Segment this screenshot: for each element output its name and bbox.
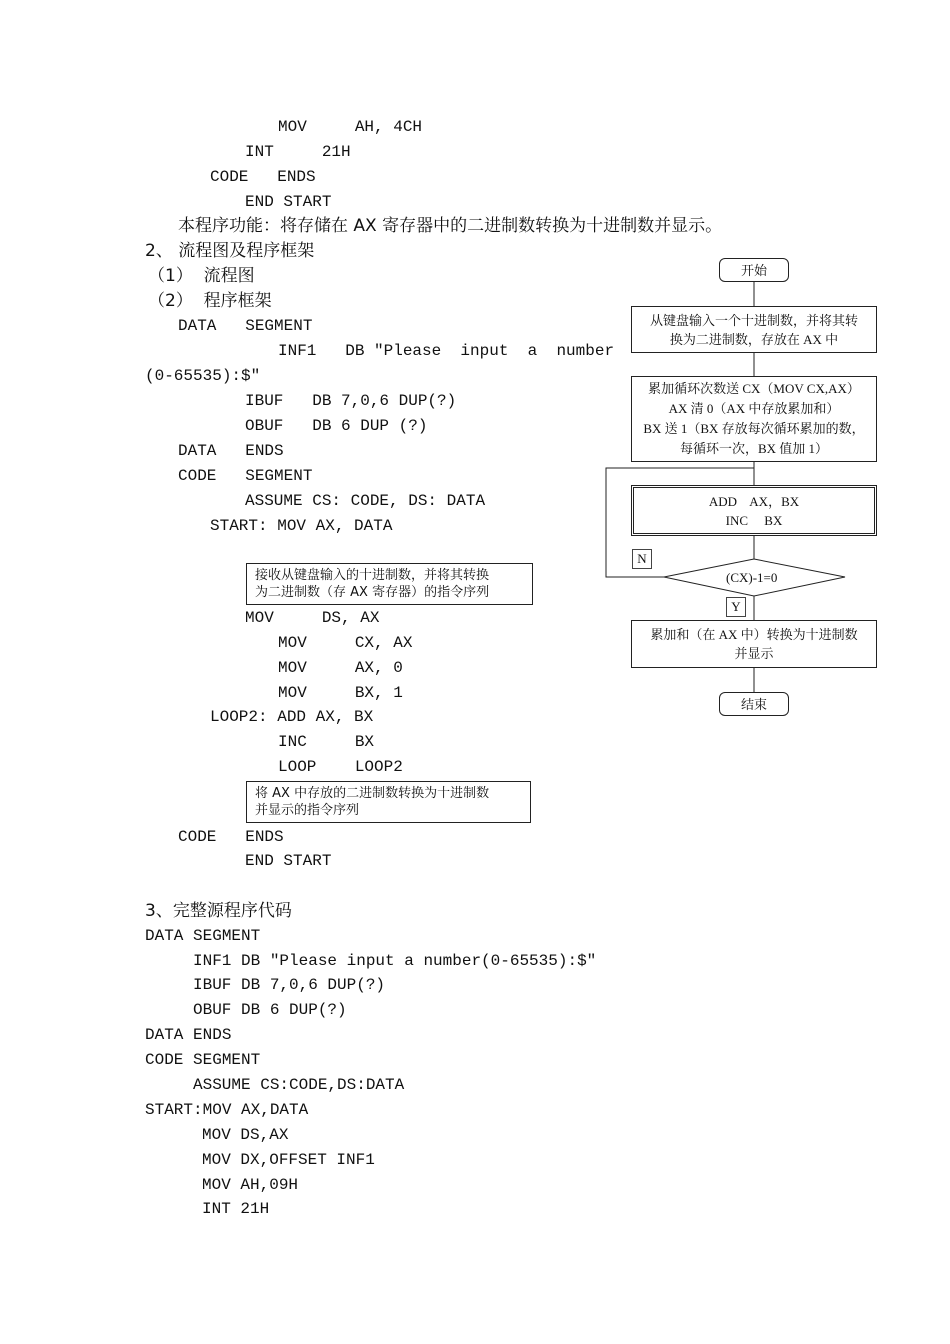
code-line: MOV DS,AX (202, 1126, 289, 1144)
no-label: N (632, 549, 652, 569)
code-line: END START (245, 193, 332, 211)
code-line: END START (245, 852, 332, 870)
code-line: MOV DS, AX (245, 609, 380, 627)
code-line: (0-65535):$" (145, 367, 261, 385)
subsection-heading: （2） 程序框架 (148, 291, 272, 311)
flow-box-init: 累加循环次数送 CX（MOV CX,AX） AX 清 0（AX 中存放累加和） BX 送 1（BX 存放每次循环累加的数， 每循环一次，BX 值加 1） (631, 376, 877, 462)
code-line: ASSUME CS:CODE,DS:DATA (193, 1076, 405, 1094)
code-line: CODE ENDS (210, 168, 316, 186)
code-line: INT 21H (202, 1200, 270, 1218)
code-line: MOV CX, AX (278, 634, 413, 652)
code-line: INC BX (278, 733, 375, 751)
code-line: INF1 DB "Please input a number (278, 342, 615, 360)
code-line: MOV AH,09H (202, 1176, 299, 1194)
code-line: ASSUME CS: CODE, DS: DATA (245, 492, 486, 510)
code-line: MOV AH, 4CH (278, 118, 423, 136)
yes-label: Y (726, 597, 746, 617)
code-line: CODE ENDS (178, 828, 284, 846)
code-line: START: MOV AX, DATA (210, 517, 393, 535)
subsection-heading: （1） 流程图 (148, 266, 255, 286)
code-line: MOV DX,OFFSET INF1 (202, 1151, 375, 1169)
flow-end-terminal: 结束 (719, 692, 789, 716)
note-box-input: 接收从键盘输入的十进制数，并将其转换 为二进制数（存 AX 寄存器）的指令序列 (246, 563, 533, 605)
code-line: OBUF DB 6 DUP(?) (193, 1001, 347, 1019)
note-box-output: 将 AX 中存放的二进制数转换为十进制数 并显示的指令序列 (246, 781, 531, 823)
code-line: INF1 DB "Please input a number(0-65535):$" (193, 952, 597, 970)
code-line: MOV BX, 1 (278, 684, 403, 702)
decision-label: (CX)-1=0 (726, 570, 778, 585)
flow-start-terminal: 开始 (719, 258, 789, 282)
section-heading: 2、 流程图及程序框架 (145, 241, 315, 261)
code-line: INT 21H (245, 143, 351, 161)
code-line: MOV AX, 0 (278, 659, 403, 677)
flow-box-input: 从键盘输入一个十进制数，并将其转 换为二进制数，存放在 AX 中 (631, 306, 877, 353)
code-line: IBUF DB 7,0,6 DUP(?) (245, 392, 457, 410)
code-line: IBUF DB 7,0,6 DUP(?) (193, 976, 386, 994)
code-line: DATA ENDS (178, 442, 284, 460)
section-heading: 3、完整源程序代码 (145, 901, 292, 921)
code-line: DATA ENDS (145, 1026, 232, 1044)
code-line: LOOP2: ADD AX, BX (210, 708, 374, 726)
code-line: LOOP LOOP2 (278, 758, 403, 776)
code-line: DATA SEGMENT (178, 317, 313, 335)
flow-box-loop-body: ADD AX，BX INC BX (631, 485, 877, 536)
code-line: OBUF DB 6 DUP (?) (245, 417, 428, 435)
flow-box-output: 累加和（在 AX 中）转换为十进制数 并显示 (631, 620, 877, 668)
program-description: 本程序功能：将存储在 AX 寄存器中的二进制数转换为十进制数并显示。 (178, 216, 723, 236)
code-line: START:MOV AX,DATA (145, 1101, 309, 1119)
code-line: DATA SEGMENT (145, 927, 261, 945)
code-line: CODE SEGMENT (145, 1051, 261, 1069)
code-line: CODE SEGMENT (178, 467, 313, 485)
